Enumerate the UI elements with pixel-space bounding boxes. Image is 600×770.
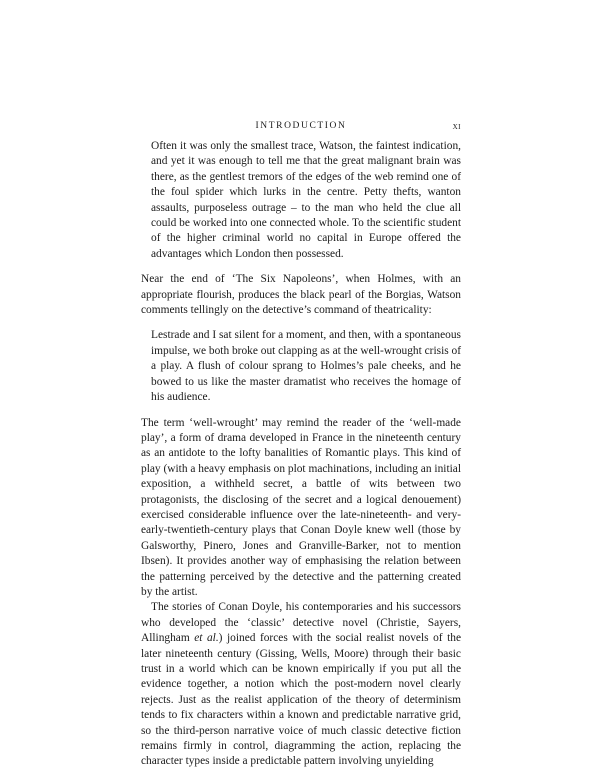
block-quote-1: Often it was only the smallest trace, Watson, the faintest indication, and yet it was enough to tell me that the great malignant brain was there, as the gentlest tremors of the edges of the web remind one of the foul spider which lurks in the centre. Petty thefts, wanton assaults, purposeless outrage – to the man who held the clue all could be worked into one connected whole. To the scientific student of the higher criminal world no capital in Europe offered the advantages which London then possessed. — [151, 140, 461, 260]
paragraph-1: Near the end of ‘The Six Napoleons’, when Holmes, with an appropriate flourish, produces the black pearl of the Borgias, Watson comments tellingly on the detective’s command of theatricality: — [141, 273, 461, 317]
running-head — [141, 121, 461, 135]
block-quote-2: Lestrade and I sat silent for a moment, and then, with a spontaneous impulse, we both broke out clapping as at the well-wrought crisis of a play. A flush of colour sprang to Holmes’s pale cheeks, and he bowed to us like the master dramatist who receives the homage of his audience. — [151, 329, 462, 404]
book-page — [141, 121, 461, 770]
paragraph-3-et-al: et al. — [194, 632, 219, 645]
page-number: xi — [452, 121, 461, 132]
running-head-title: INTRODUCTION — [255, 121, 347, 131]
paragraph-3-text-a: The stories of Conan Doyle, his contemporaries and his successors who developed the ‘classic’ detective novel (Christie, Sayers, Allingham — [141, 601, 461, 645]
paragraph-3-text-b: ) joined forces with the social realist novels of the later nineteenth century (Gissing, Wells, Moore) through their basic trust in a world which can be known empirically if you put all the evidence together, a notion which the post-modern novel clearly rejects. Just as the realist application of the theory of determinism tends to fix characters within a known and predictable narrative grid, so the third-person narrative voice of much classic detective fiction remains firmly in control, diagramming the action, replacing the character types inside a predictable pattern involving unyielding — [141, 632, 461, 768]
paragraph-2: The term ‘well-wrought’ may remind the reader of the ‘well-made play’, a form of drama developed in France in the nineteenth century as an antidote to the lofty banalities of Romantic plays. This kind of play (with a heavy emphasis on plot machinations, including an initial exposition, a withheld secret, a battle of wits between two protagonists, the disclosing of the secret and a logical denouement) exercised considerable influence over the late-nineteenth- and very-early-twentieth-century plays that Conan Doyle knew well (those by Galsworthy, Pinero, Jones and Granville-Barker, not to mention Ibsen). It provides another way of emphasising the relation between the patterning perceived by the detective and the patterning created by the artist. — [141, 416, 461, 598]
paragraph-3 — [141, 600, 461, 769]
